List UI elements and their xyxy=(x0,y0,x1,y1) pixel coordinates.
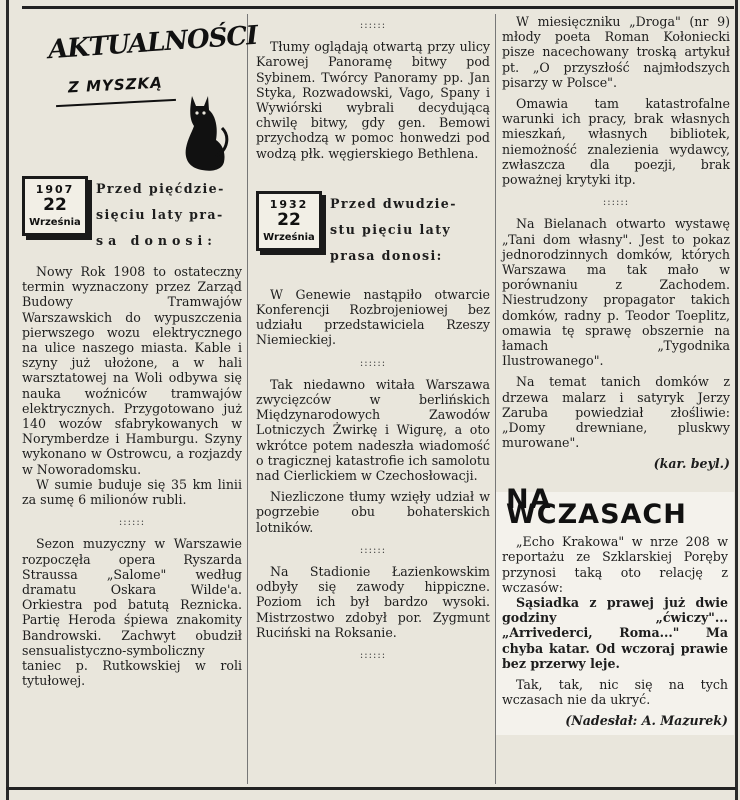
article-paragraph: Nowy Rok 1908 to ostateczny termin wyznaczony przez Zarząd Budowy Tramwajów Warszawskich do wypuszczenia pierwszego wozu elektrycznego na ulice naszego miasta. Kable i szyny już ułożone, a w hali warsztatowej na Woli odbywa się nauka woźniców tramwajów elektrycznych. Przygotowano już 140 wozów sfabrykowanych w Norymberdze i Hamburgu. Szyny wykonano w Ostrowcu, a rozjazdy w Noworadomsku. xyxy=(22,264,242,477)
article-paragraph: Tak niedawno witała Warszawa zwycięzców w berlińskich Międzynarodowych Zawodów Lotniczych Żwirkę i Wigurę, a oto wkrótce potem nadeszła wiadomość o tragicznej katastrofie ich samolotu nad Cierlickiem w Czechosłowacji. xyxy=(256,376,490,484)
top-rule xyxy=(22,6,734,9)
masthead xyxy=(22,14,259,176)
headnote xyxy=(96,176,225,254)
headnote-line: sięciu laty pra- xyxy=(96,207,224,222)
headnote-line: prasa donosi: xyxy=(330,247,443,263)
date-year: 1932 xyxy=(269,197,309,211)
signature: (kar. beyl.) xyxy=(653,456,730,472)
headnote-line: Przed pięćdzie- xyxy=(96,181,225,196)
article-paragraph: Omawia tam katastrofalne warunki ich pracy, brak własnych mieszkań, własnych bibliotek, niemożność znalezienia wydawcy, zwłaszcza dla poezji, brak poważnej krytyki itp. xyxy=(502,96,730,188)
column-2 xyxy=(256,14,490,669)
section-separator: :::::: xyxy=(359,20,387,31)
article-paragraph: Niezliczone tłumy wzięły udział w pogrzebie obu bohaterskich lotników. xyxy=(256,489,490,535)
masthead-title: AKTUALNOŚCI xyxy=(47,20,259,66)
date-box xyxy=(22,176,88,236)
signature: (Nadesłał: A. Mazurek) xyxy=(565,713,728,729)
article-paragraph: W Genewie nastąpiło otwarcie Konferencji Rozbrojeniowej bez udziału przedstawiciela Rzeszy Niemieckiej. xyxy=(256,286,490,348)
column-divider xyxy=(247,14,248,784)
article-paragraph: Na temat tanich domków z drzewa malarz i satyryk Jerzy Zaruba powiedział złośliwie: „Domy drewniane, pluskwy murowane". xyxy=(502,374,730,451)
date-header-1907 xyxy=(22,176,242,254)
section-heading: NA WCZASACH xyxy=(506,483,687,530)
column-1 xyxy=(22,14,259,689)
article-paragraph: Sezon muzyczny w Warszawie rozpoczęła opera Ryszarda Straussa „Salome" według dramatu Oskara Wilde'a. Orkiestra pod batutą Reznicka. Partię Heroda śpiewa znakomity Bandrowski. Zachwyt obudził sensualistyczno-symboliczny taniec p. Rutkowskiej w roli tytułowej. xyxy=(22,536,242,689)
date-month: Września xyxy=(29,217,81,229)
masthead-subtitle: Z MYSZKĄ xyxy=(67,73,164,97)
date-month: Września xyxy=(263,232,315,244)
article-paragraph: „Echo Krakowa" w nrze 208 w reportażu ze Szklarskiej Poręby przynosi taką oto relację z wczasów: xyxy=(502,534,728,595)
bottom-rule xyxy=(6,787,736,790)
headnote xyxy=(330,191,457,269)
left-rule xyxy=(6,0,9,800)
right-rule xyxy=(735,0,738,800)
section-separator: :::::: xyxy=(118,517,146,529)
cat-icon xyxy=(172,86,232,174)
date-box xyxy=(256,191,322,251)
section-separator: :::::: xyxy=(602,197,630,209)
date-day: 22 xyxy=(277,210,301,231)
date-day: 22 xyxy=(43,195,67,216)
headnote-line: Przed dwudzie- xyxy=(330,195,457,211)
quoted-paragraph: Sąsiadka z prawej już dwie godziny „ćwiczy"... „Arrivederci, Roma..." Ma chyba katar. Od wczoraj prawie bez przerwy leje. xyxy=(502,594,728,671)
article-paragraph: Tak, tak, nic się na tych wczasach nie da ukryć. xyxy=(502,676,728,708)
headnote-line: sa donosi: xyxy=(96,233,217,248)
masthead-underline xyxy=(56,99,176,107)
section-separator: :::::: xyxy=(359,357,387,369)
article-paragraph: Tłumy oglądają otwartą przy ulicy Karowej Panoramę bitwy pod Sybinem. Twórcy Panoramy pp. Jan Styka, Rozwadowski, Vago, Spany i Wywiórski wybrali decydującą chwilę bitwy, gdy gen. Bemowi przychodzą w pomoc honwedzi pod wodzą płk. węgierskiego Bethlena. xyxy=(256,39,490,161)
column-3 xyxy=(502,14,730,735)
article-paragraph: Na Bielanach otwarto wystawę „Tani dom własny". Jest to pokaz jednorodzinnych domków, których Warszawa ma tak mało w porównaniu z Zachodem. Niestrudzony propagator takich domków, radny p. Teodor Toeplitz, omawia tę sprawę obszernie na łamach „Tygodnika Ilustrowanego". xyxy=(502,216,730,369)
article-paragraph: Na Stadionie Łazienkowskim odbyły się zawody hippiczne. Poziom ich był bardzo wysoki. Mistrzostwo zdobył por. Zygmunt Ruciński na Roksanie. xyxy=(256,564,490,640)
section-separator: :::::: xyxy=(359,544,387,556)
headnote-line: stu pięciu laty xyxy=(330,221,452,237)
section-separator: :::::: xyxy=(359,650,387,662)
wczasach-box xyxy=(496,483,734,735)
article-paragraph: W miesięczniku „Droga" (nr 9) młody poeta Roman Kołoniecki pisze nacechowany troską artykuł pt. „O przyszłość najmłodszych pisarzy w Polsce". xyxy=(502,14,730,90)
article-paragraph: W sumie buduje się 35 km linii za sumę 6 milionów rubli. xyxy=(22,476,242,508)
date-year: 1907 xyxy=(35,183,75,196)
date-header-1932 xyxy=(256,191,490,269)
